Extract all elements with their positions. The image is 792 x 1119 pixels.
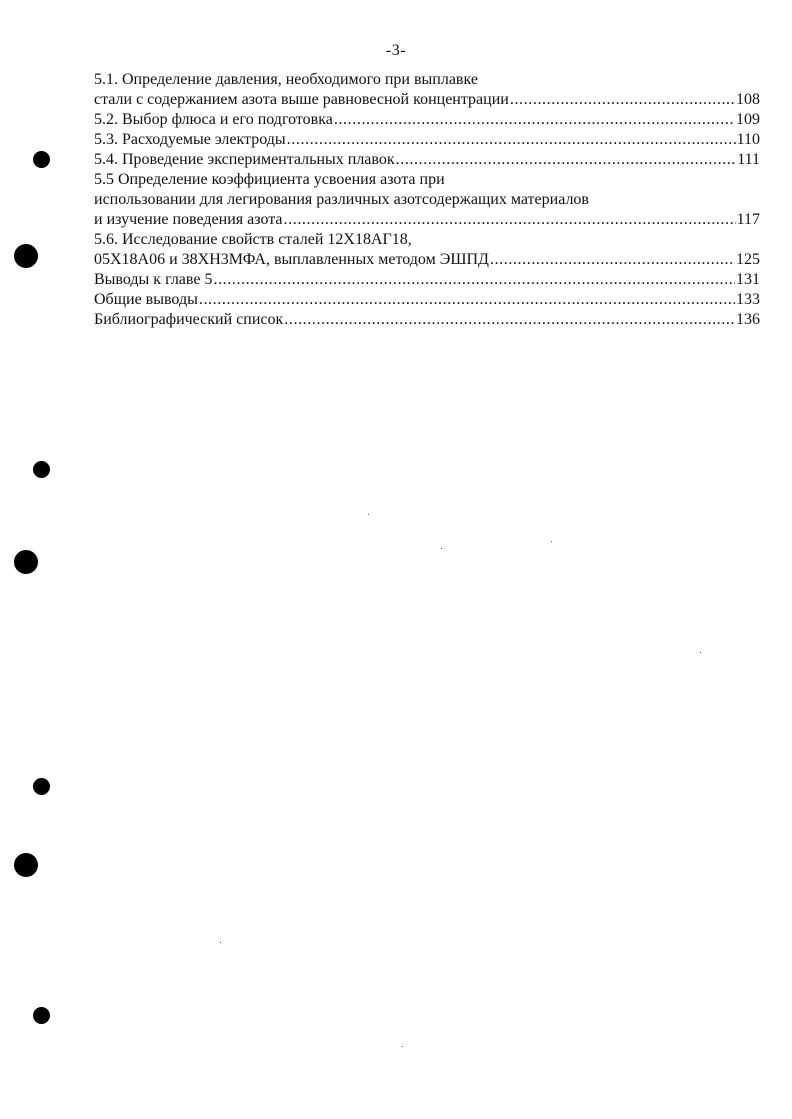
toc-entry-text: 5.3. Расходуемые электроды bbox=[94, 131, 286, 148]
punch-hole bbox=[14, 550, 38, 574]
dot-leader bbox=[510, 90, 735, 110]
dot-leader bbox=[287, 130, 736, 150]
page-number: -3- bbox=[385, 42, 407, 59]
toc-entry-page: 108 bbox=[736, 91, 760, 108]
toc-entry-line bbox=[94, 150, 760, 170]
toc-entry-text: использовании для легирования различных азотсодержащих материалов bbox=[94, 191, 589, 208]
scan-speck bbox=[220, 942, 221, 943]
punch-hole bbox=[33, 778, 50, 795]
toc-entry-line bbox=[94, 130, 760, 150]
punch-hole bbox=[33, 151, 50, 168]
toc-entry-line bbox=[94, 210, 760, 230]
toc-entry-line bbox=[94, 270, 760, 290]
toc-entry-page: 111 bbox=[737, 151, 760, 168]
dot-leader bbox=[213, 270, 735, 290]
toc-entry-page: 125 bbox=[736, 251, 760, 268]
dot-leader bbox=[284, 210, 736, 230]
toc-entry-line bbox=[94, 290, 760, 310]
punch-hole bbox=[14, 853, 38, 877]
scan-speck bbox=[402, 1046, 403, 1047]
toc-entry-page: 109 bbox=[736, 111, 760, 128]
toc-entry-line bbox=[94, 170, 760, 190]
toc-entry-line bbox=[94, 230, 760, 250]
toc-entry-text: 05Х18А06 и 38ХН3МФА, выплавленных методом ЭШПД bbox=[94, 251, 489, 268]
scan-speck bbox=[551, 541, 552, 542]
toc-entry-line bbox=[94, 90, 760, 110]
toc-entry-text: и изучение поведения азота bbox=[94, 211, 283, 228]
dot-leader bbox=[396, 150, 737, 170]
dot-leader bbox=[284, 310, 735, 330]
dot-leader bbox=[490, 250, 735, 270]
toc-entry-line bbox=[94, 190, 760, 210]
punch-hole bbox=[14, 244, 38, 268]
toc-entry-line bbox=[94, 250, 760, 270]
punch-hole bbox=[33, 461, 50, 478]
table-of-contents bbox=[94, 70, 760, 330]
toc-entry-page: 117 bbox=[736, 211, 760, 228]
toc-entry-line bbox=[94, 110, 760, 130]
toc-entry-page: 110 bbox=[736, 131, 760, 148]
punch-hole bbox=[33, 1007, 50, 1024]
scan-speck bbox=[368, 514, 369, 515]
toc-entry-text: 5.4. Проведение экспериментальных плавок bbox=[94, 151, 395, 168]
scan-speck bbox=[700, 652, 701, 653]
toc-entry-line bbox=[94, 310, 760, 330]
toc-entry-text: 5.5 Определение коэффициента усвоения азота при bbox=[94, 171, 445, 188]
toc-entry-line bbox=[94, 70, 760, 90]
dot-leader bbox=[334, 110, 735, 130]
toc-entry-text: 5.2. Выбор флюса и его подготовка bbox=[94, 111, 333, 128]
toc-entry-page: 136 bbox=[736, 311, 760, 328]
toc-entry-page: 133 bbox=[736, 291, 760, 308]
toc-entry-page: 131 bbox=[736, 271, 760, 288]
dot-leader bbox=[199, 290, 735, 310]
toc-entry-text: Выводы к главе 5 bbox=[94, 271, 213, 288]
toc-entry-text: Библиографический список bbox=[94, 311, 284, 328]
scan-speck bbox=[441, 548, 442, 549]
toc-entry-text: 5.1. Определение давления, необходимого при выплавке bbox=[94, 71, 478, 88]
toc-entry-text: 5.6. Исследование свойств сталей 12Х18АГ18, bbox=[94, 231, 412, 248]
toc-entry-text: Общие выводы bbox=[94, 291, 198, 308]
toc-entry-text: стали с содержанием азота выше равновесной концентрации bbox=[94, 91, 509, 108]
